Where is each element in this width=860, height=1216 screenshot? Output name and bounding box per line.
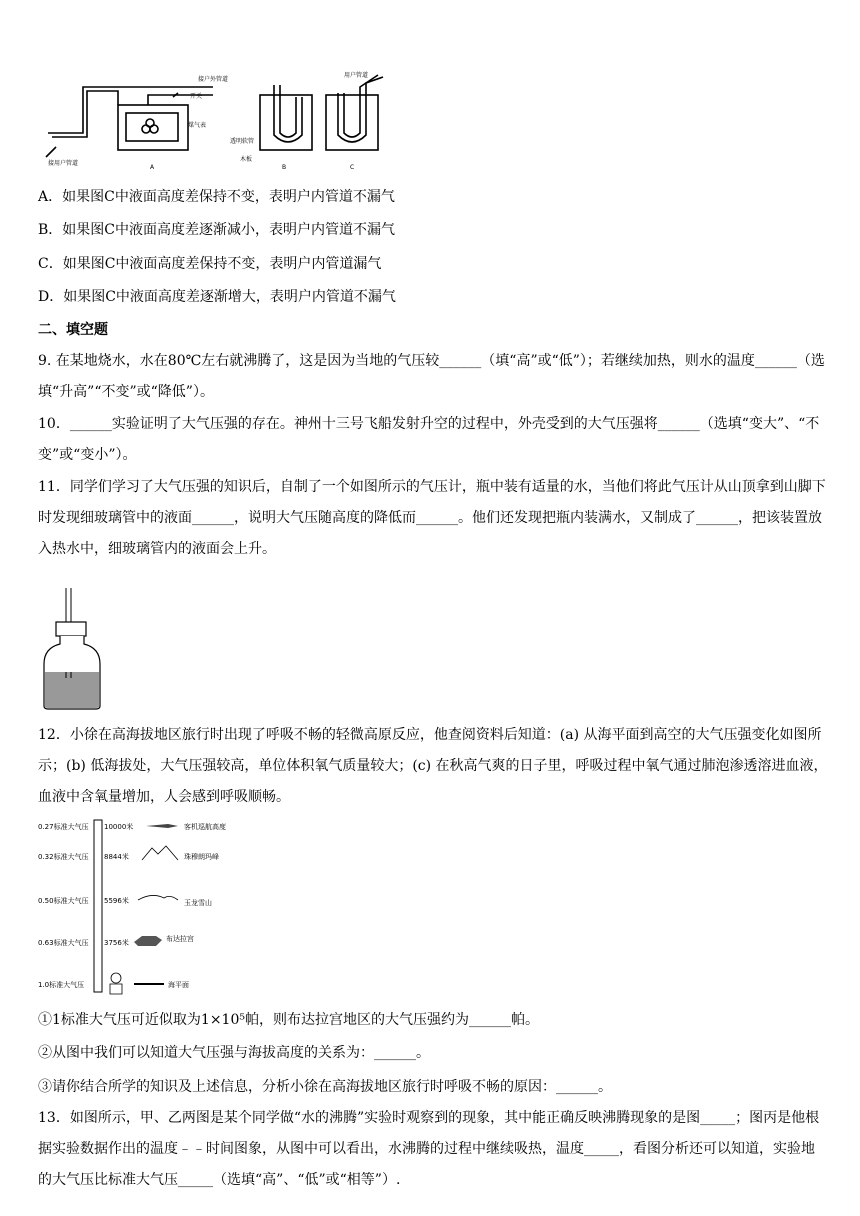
label-b: B	[282, 164, 287, 171]
outer-pipe-label: 接户外管道	[198, 76, 229, 83]
hose-label: 透明软管	[230, 138, 255, 145]
question-11: 11．同学们学习了大气压强的知识后，自制了一个如图所示的气压计，瓶中装有适量的水，当他们将此气压计从山顶拿到山脚下时发现细玻璃管中的液面______，说明大气压随高度的降低而______。他们还发现把瓶内装满水，又制成了______，把该装置放入热水中，细玻璃管内的液面会上升。	[38, 479, 826, 557]
pressure-label-4: 1.0标准大气压	[38, 981, 85, 989]
pressure-label-2: 0.50标准大气压	[38, 897, 89, 905]
pressure-label-0: 0.27标准大气压	[38, 823, 89, 831]
option-a: A．如果图C中液面高度差保持不变，表明户内管道不漏气	[38, 189, 395, 205]
option-c: C．如果图C中液面高度差保持不变，表明户内管道漏气	[38, 256, 382, 272]
bottle-barometer-figure	[42, 588, 102, 710]
question-13: 13．如图所示，甲、乙两图是某个同学做“水的沸腾”实验时观察到的现象，其中能正确反映沸腾现象的是图_____；图丙是他根据实验数据作出的温度﹣﹣时间图象，从图中可以看出，水沸腾的过程中继续吸热，温度_____，看图分析还可以知道，实验地的大气压比标准大气压_____（选填“高”、“低”或“相等”）.	[38, 1110, 820, 1188]
label-a: A	[150, 164, 155, 171]
pressure-label-1: 0.32标准大气压	[38, 853, 89, 861]
switch-label: 开关	[190, 93, 203, 100]
gas-leak-figure	[38, 65, 418, 175]
question-12-part-3: ③请你结合所学的知识及上述信息，分析小徐在高海拔地区旅行时呼吸不畅的原因：______。	[38, 1079, 612, 1095]
height-label-0: 10000米	[104, 823, 134, 831]
question-12-part-1: ①1标准大气压可近似取为1×10⁵帕，则布达拉宫地区的大气压强约为______帕。	[38, 1012, 539, 1028]
question-10: 10．______实验证明了大气压强的存在。神州十三号飞船发射升空的过程中，外壳受到的大气压强将______（选填“变大”、“不变”或“变小”）。	[38, 416, 820, 463]
question-9: 9. 在某地烧水，水在80℃左右就沸腾了，这是因为当地的气压较______（填“高”或“低”）；若继续加热，则水的温度______（选填“升高”“不变”或“降低”）。	[38, 353, 825, 400]
option-d: D．如果图C中液面高度差逐渐增大，表明户内管道不漏气	[38, 289, 396, 305]
question-12: 12．小徐在高海拔地区旅行时出现了呼吸不畅的轻微高原反应，他查阅资料后知道：(a) 从海平面到高空的大气压强变化如图所示；(b) 低海拔处，大气压强较高，单位体积氧气质量较大；(c) 在秋高气爽的日子里，呼吸过程中氧气通过肺泡渗透溶进血液，血液中含氧量增加，人会感到呼吸顺畅。	[38, 727, 828, 805]
place-label-4: 海平面	[168, 981, 189, 989]
pressure-altitude-figure	[38, 814, 278, 998]
user-pipe-c-label: 用户管道	[344, 72, 369, 79]
question-12-part-2: ②从图中我们可以知道大气压强与海拔高度的关系为：______。	[38, 1045, 430, 1061]
height-label-3: 3756米	[104, 939, 129, 947]
board-label: 木板	[240, 156, 253, 163]
label-c: C	[350, 164, 355, 171]
place-label-2: 玉龙雪山	[184, 899, 212, 907]
pressure-label-3: 0.63标准大气压	[38, 939, 89, 947]
user-pipe-label: 接用户管道	[48, 160, 79, 167]
height-label-1: 8844米	[104, 853, 129, 861]
gas-meter-label: 煤气表	[188, 122, 207, 129]
height-label-2: 5596米	[104, 897, 129, 905]
section-title: 二、填空题	[38, 322, 108, 338]
place-label-1: 珠穆朗玛峰	[184, 853, 219, 861]
place-label-0: 客机巡航高度	[184, 823, 226, 831]
option-b: B．如果图C中液面高度差逐渐减小，表明户内管道不漏气	[38, 222, 395, 238]
place-label-3: 布达拉宫	[166, 935, 194, 943]
